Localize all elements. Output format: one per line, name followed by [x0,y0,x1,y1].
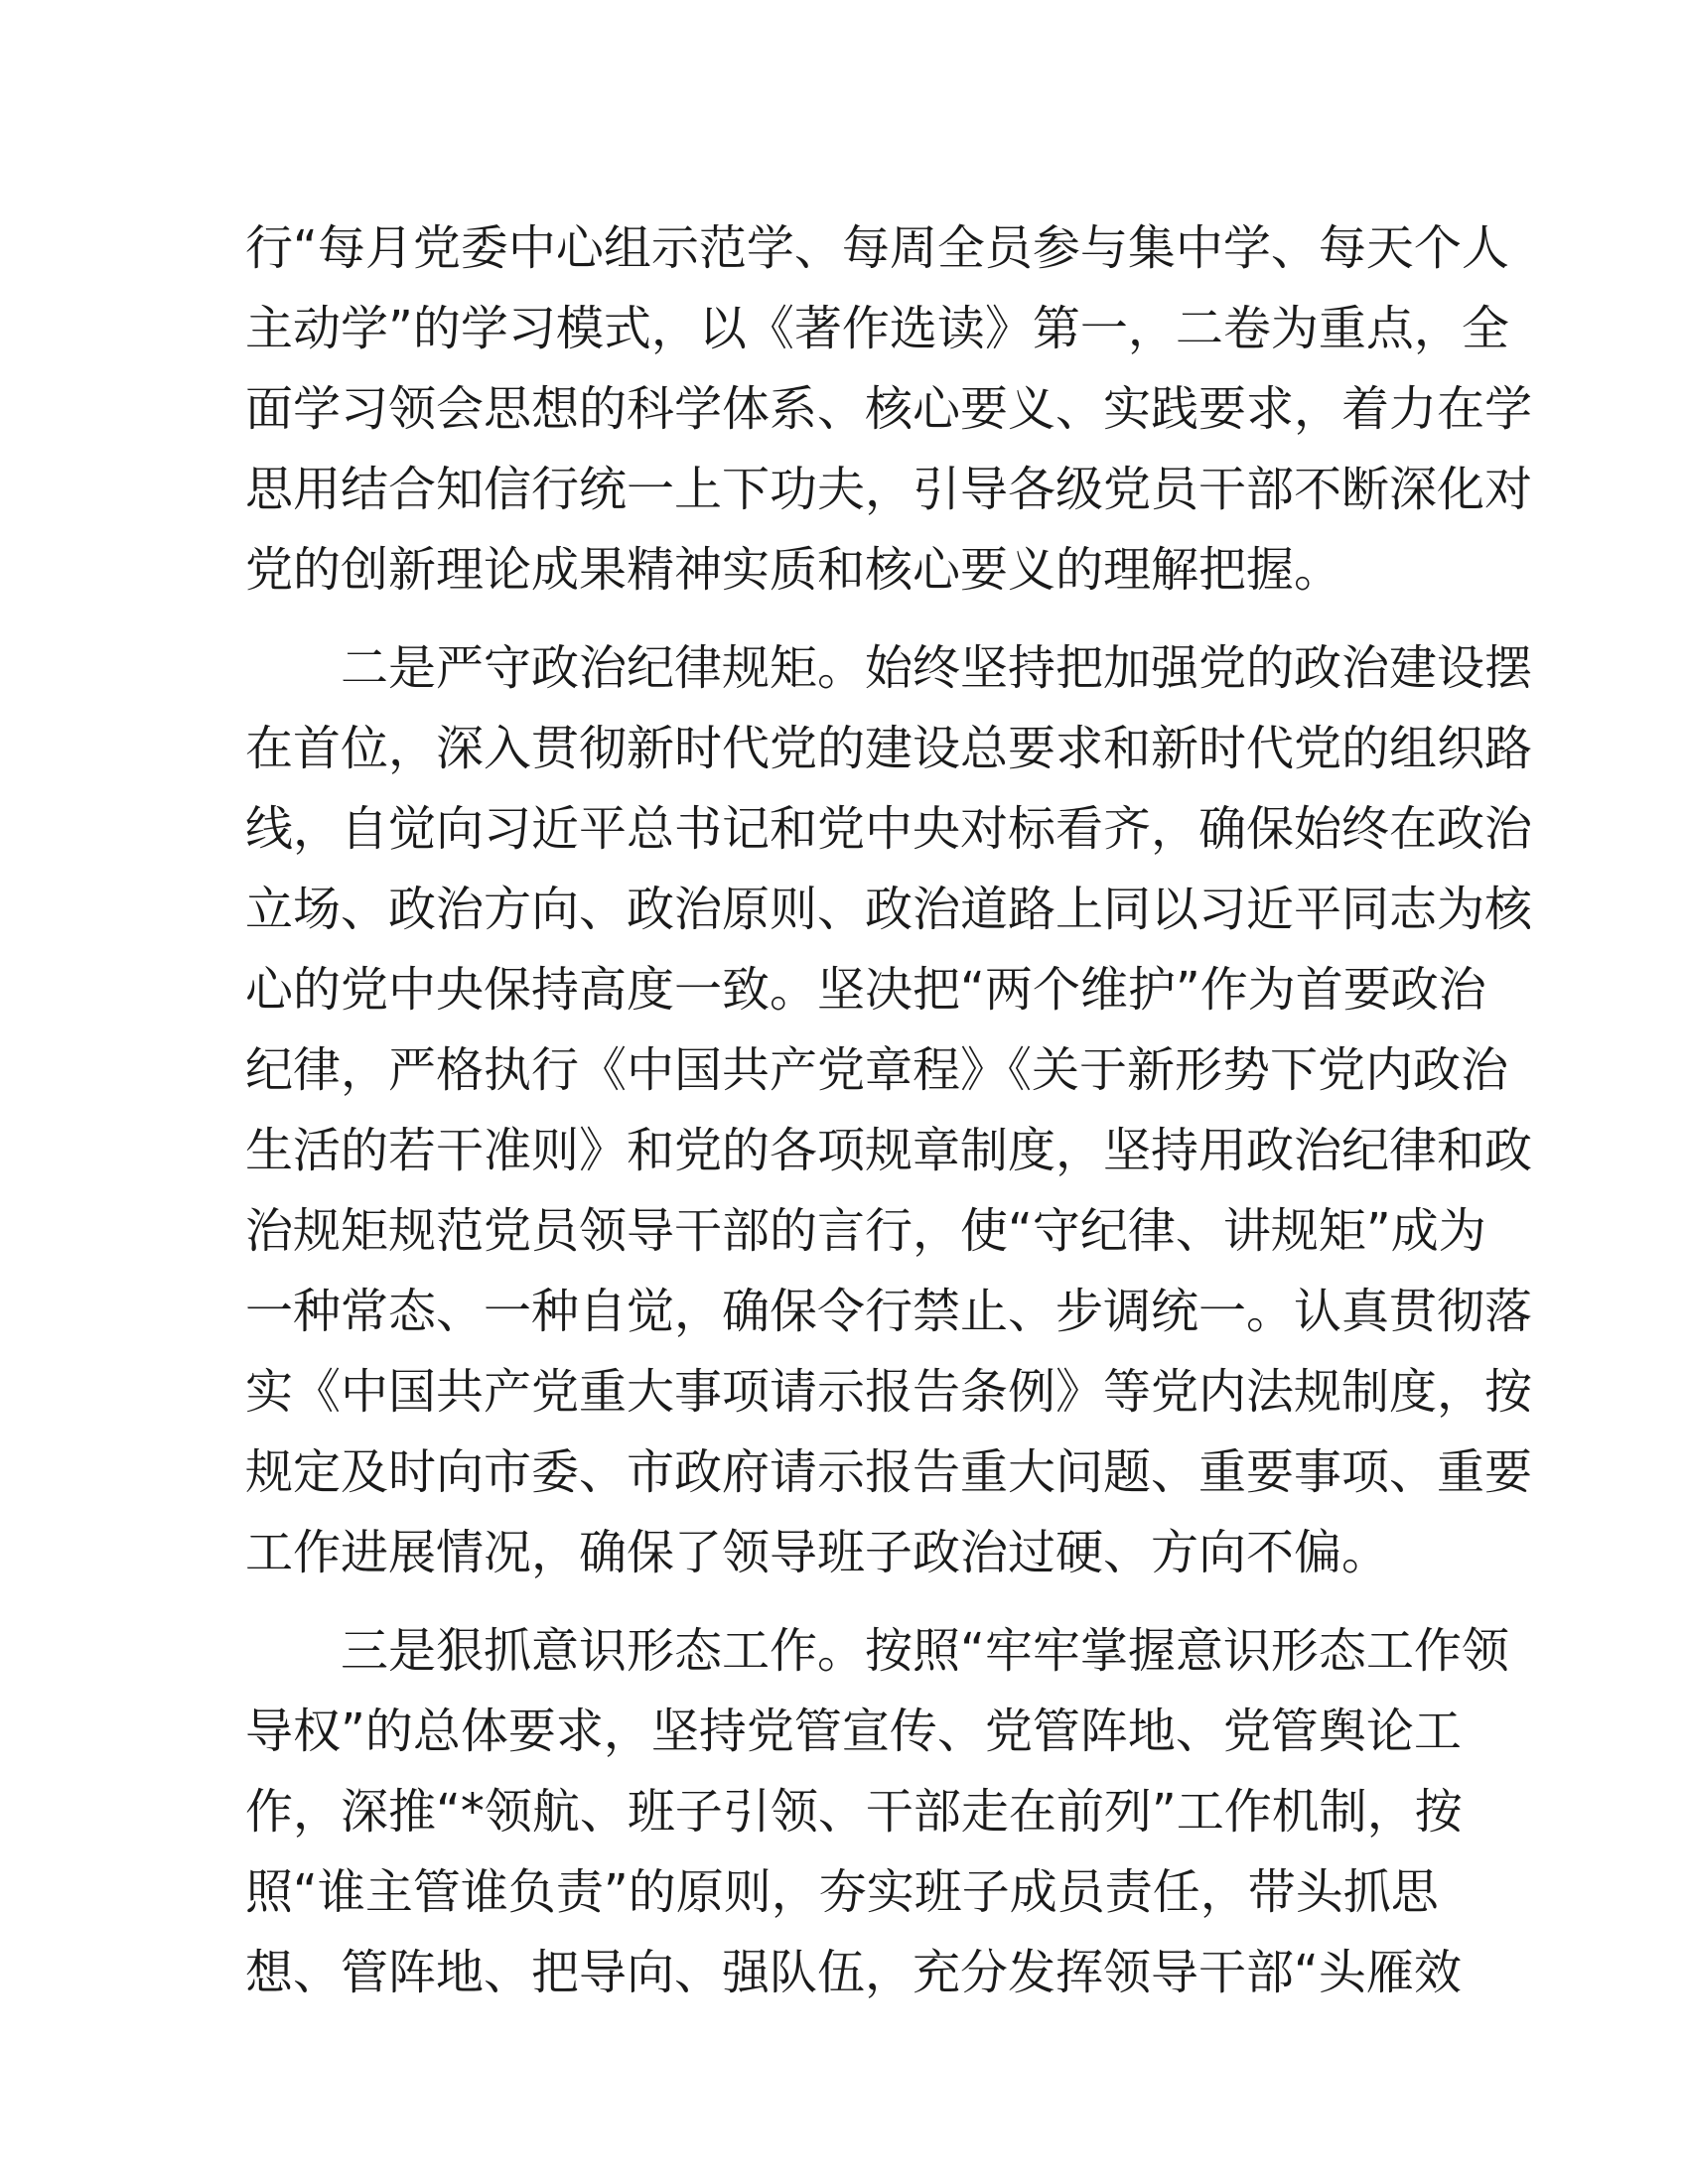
text-line: 照“谁主管谁负责”的原则，夯实班子成员责任，带头抓思 [245,1864,1439,1920]
paragraph-2 [245,628,1533,1593]
text-line: 三是狠抓意识形态工作。按照“牢牢掌握意识形态工作领 [341,1623,1509,1679]
paragraph-spacer [245,1593,1437,1611]
text-line: 工作进展情况，确保了领导班子政治过硬、方向不偏。 [245,1525,1390,1580]
text-line: 规定及时向市委、市政府请示报告重大问题、重要事项、重要 [245,1444,1533,1500]
text-line: 导权”的总体要求，坚持党管宣传、党管阵地、党管舆论工 [245,1704,1462,1759]
text-line: 生活的若干准则》和党的各项规章制度，坚持用政治纪律和政 [245,1123,1533,1178]
paragraph-3 [245,1611,1509,2013]
text-line: 党的创新理论成果精神实质和核心要义的理解把握。 [245,542,1342,598]
text-line: 思用结合知信行统一上下功夫，引导各级党员干部不断深化对 [245,462,1533,517]
text-line: 作，深推“*领航、班子引领、干部走在前列”工作机制，按 [245,1784,1463,1840]
text-line: 线，自觉向习近平总书记和党中央对标看齐，确保始终在政治 [245,801,1533,857]
body-text [245,208,1533,2013]
text-line: 治规矩规范党员领导干部的言行，使“守纪律、讲规矩”成为 [245,1203,1486,1259]
text-line: 实《中国共产党重大事项请示报告条例》等党内法规制度，按 [245,1364,1533,1420]
text-line: 纪律，严格执行《中国共产党章程》《关于新形势下党内政治 [245,1042,1509,1098]
text-line: 心的党中央保持高度一致。坚决把“两个维护”作为首要政治 [245,962,1486,1018]
text-line: 一种常态、一种自觉，确保令行禁止、步调统一。认真贯彻落 [245,1284,1533,1339]
text-line: 主动学”的学习模式，以《著作选读》第一，二卷为重点，全 [245,301,1509,356]
text-line: 面学习领会思想的科学体系、核心要义、实践要求，着力在学 [245,381,1533,437]
text-line: 立场、政治方向、政治原则、政治道路上同以习近平同志为核 [245,882,1533,937]
text-line: 行“每月党委中心组示范学、每周全员参与集中学、每天个人 [245,220,1509,276]
text-line: 二是严守政治纪律规矩。始终坚持把加强党的政治建设摆 [341,640,1533,696]
text-line: 想、管阵地、把导向、强队伍，充分发挥领导干部“头雁效 [245,1945,1462,2000]
paragraph-1 [245,208,1533,611]
text-line: 在首位，深入贯彻新时代党的建设总要求和新时代党的组织路 [245,721,1533,776]
paragraph-spacer [245,611,1437,628]
